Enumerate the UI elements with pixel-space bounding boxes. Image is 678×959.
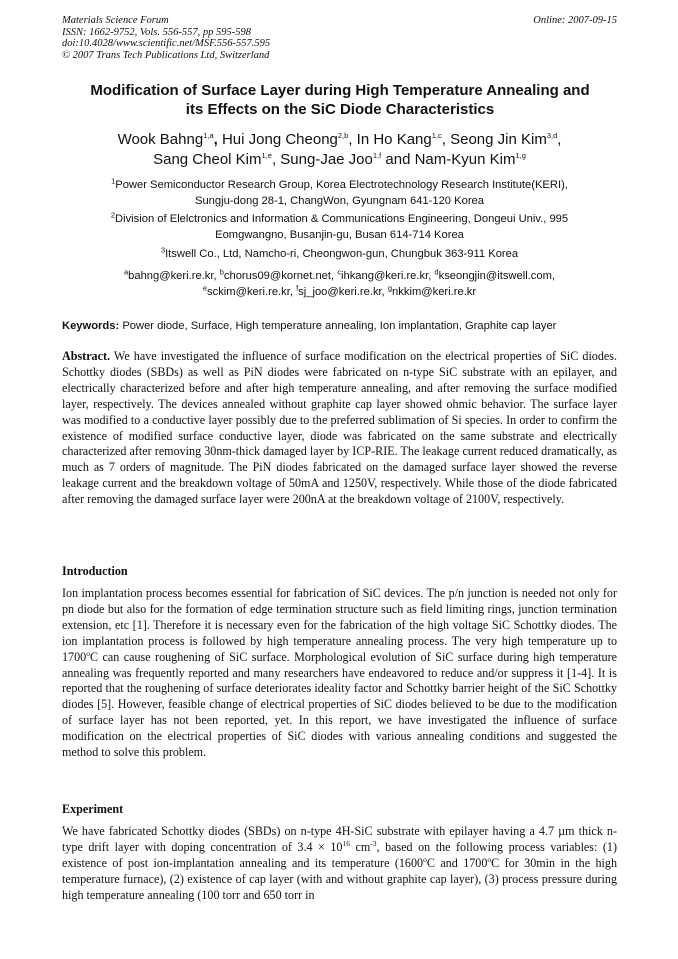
exp-sup: o <box>487 854 492 864</box>
keywords-text: Power diode, Surface, High temperature annealing, Ion implantation, Graphite cap layer <box>122 320 557 332</box>
email-sup: d <box>434 267 439 277</box>
exp-sup: -3 <box>370 838 377 848</box>
email-link[interactable]: sj_joo@keri.re.kr <box>298 286 382 298</box>
email-link[interactable]: sckim@keri.re.kr <box>207 286 290 298</box>
email-sup: f <box>296 283 299 293</box>
abstract-label: Abstract. <box>62 349 111 363</box>
affiliation-address: Eomgwangno, Busanjin-gu, Busan 614-714 Korea <box>215 229 464 241</box>
exp-text: We have fabricated Schottky diodes (SBDs) on n-type 4H-SiC substrate with epilayer having a 4.7 µm thick n-type drift layer with doping concentration of 3.4 × 10 <box>62 824 617 854</box>
email-link[interactable]: nkkim@keri.re.kr <box>392 286 477 298</box>
email-sup: b <box>219 267 224 277</box>
introduction-paragraph <box>62 586 617 761</box>
title-line-1: Modification of Surface Layer during High Temperature Annealing and <box>90 82 590 99</box>
author-name: In Ho Kang <box>356 131 432 148</box>
affiliation-text: Division of Elelctronics and Information & Communications Engineering, Dongeui Univ., 995 <box>115 213 569 225</box>
experiment-paragraph <box>62 824 617 904</box>
issn-line: ISSN: 1662-9752, Vols. 556-557, pp 595-598 <box>62 26 251 38</box>
author-sup: 1,a <box>203 131 214 140</box>
email-link[interactable]: ihkang@keri.re.kr <box>340 270 429 282</box>
keywords-label: Keywords: <box>62 320 120 332</box>
author-name: Hui Jong Cheong <box>221 131 338 148</box>
author-sup: 1,e <box>261 151 272 160</box>
exp-text: C and 1700 <box>426 855 488 870</box>
exp-text: cm <box>349 839 371 854</box>
author-name: Sang Cheol Kim <box>153 151 262 168</box>
author-name: Wook Bahng <box>117 131 204 148</box>
affiliation-text: Power Semiconductor Research Group, Korea Electrotechnology Research Institute(KERI), <box>115 179 568 191</box>
email-list: $^a$bahng@keri.re.kr, $^b$chorus09@kornet.net, $^c$ihkang@keri.re.kr, $^d$kseongjin@itswell.com, $^e$sckim@keri.re.kr, $^f$sj_joo@keri.re.kr, $^g$nkkim@keri.re.kr <box>123 267 556 298</box>
email-sup: a <box>123 267 129 277</box>
author-line-2: Sang Cheol Kim$^{1,e}$, Sung-Jae Joo$^{1,f}$ and Nam-Kyun Kim$^{1,g}$ <box>153 151 526 168</box>
exp-sup: 16 <box>342 838 350 848</box>
title-line-2: its Effects on the SiC Diode Characteristics <box>185 101 495 118</box>
author-list <box>62 130 617 170</box>
email-link[interactable]: chorus09@kornet.net <box>223 270 332 282</box>
experiment-heading: Experiment <box>62 802 124 816</box>
author-name: Seong Jin Kim <box>450 131 547 148</box>
affiliation-address: Sungju-dong 28-1, ChangWon, Gyungnam 641-120 Korea <box>194 195 484 207</box>
email-sup: e <box>202 283 208 293</box>
degree-sup: o <box>86 648 90 658</box>
affiliation-num: 1 <box>111 176 116 186</box>
affiliation-num: 2 <box>110 210 116 220</box>
affiliation-2 <box>62 211 617 243</box>
author-sup: 1,f <box>372 151 382 160</box>
copyright-line: © 2007 Trans Tech Publications Ltd, Switzerland <box>62 49 270 61</box>
doi-line[interactable]: doi:10.4028/www.scientific.net/MSF.556-557.595 <box>62 38 271 49</box>
exp-text: C for 30min in the high temperature furnace), (2) existence of cap layer (with and without graphite cap layer), (3) process pressure during high temperature annealing (100 torr and 650 torr in <box>62 855 618 902</box>
paper-title <box>55 81 625 119</box>
introduction-heading: Introduction <box>62 564 128 578</box>
author-sup: 1,c <box>431 131 442 140</box>
affiliation-text: Itswell Co., Ltd, Namcho-ri, Cheongwon-gun, Chungbuk 363-911 Korea <box>165 248 519 260</box>
author-name: Nam-Kyun Kim <box>414 151 516 168</box>
intro-text-a: Ion implantation process becomes essential for fabrication of SiC devices. The p/n junction is needed not only for pn diode but also for the formation of edge termination structure such as field limiting rings, junction termination extension, etc [1]. Therefore it is necessary even for the fabrication of the high voltage SiC Schottky diodes. The ion implantation process is followed by high temperature annealing process. The very high temperature up to 1700 <box>62 586 617 664</box>
affiliation-3 <box>62 246 617 262</box>
exp-sup: o <box>423 854 427 864</box>
author-sup: 1,g <box>515 151 526 160</box>
email-sup: g <box>387 283 393 293</box>
email-sup: c <box>337 267 341 277</box>
abstract-paragraph <box>62 349 617 508</box>
keywords-line <box>62 318 622 334</box>
email-link[interactable]: bahng@keri.re.kr <box>128 270 214 282</box>
affiliation-1 <box>62 177 617 209</box>
exp-text: , based on the following process variables: (1) existence of post ion-implantation annealing and its temperature (1600 <box>62 839 617 870</box>
email-link[interactable]: kseongjin@itswell.com <box>438 270 552 282</box>
intro-text-b: C can cause roughening of SiC surface. Morphological evolution of SiC surface during high temperature annealing was frequently reported and many researchers have endeavored to reduce and/or suppress it [1-4]. It is reported that the roughening of surface deteriorates ideality factor and Schottky barrier height of the SiC Schottky diodes [5]. However, feasible change of electrical properties of SiC diodes believed to be due to the modification of surface layer has not been reported, yet. In this report, we have investigated the influence of surface modification on the electrical properties of SiC diodes with various annealing conditions and suggested the method to solve this problem. <box>62 649 617 760</box>
abstract-text: We have investigated the influence of surface modification on the electrical properties of SiC diodes. Schottky diodes (SBDs) as well as PiN diodes were fabricated on n-type SiC substrate with an epilayer, and electrically characterized before and after high temperature annealing, and after removing the surface modified layer, respectively. The devices annealed without graphite cap layer showed ohmic behavior. The surface layer was modified to a conductive layer possibly due to the preferred sublimation of Si species. In order to confirm the existence of modified surface conductive layer, diode was fabricated on the same substrate and electrically characterized after removing 30nm-thick damaged layer by ICP-RIE. The leakage current reduced dramatically, as much as 7 orders of magnitude. The PiN diodes fabricated on the damaged surface layer showed the reverse leakage current and the breakdown voltage of 50mA and 1250V, respectively. While those of the diode fabricated after removing the damaged surface layer were 200nA at the breakdown voltage of 2100V, respectively. <box>62 349 617 507</box>
journal-header <box>62 15 617 61</box>
author-name: Sung-Jae Joo <box>280 151 373 168</box>
journal-name: Materials Science Forum <box>62 15 169 26</box>
author-sup: 2,b <box>337 131 349 140</box>
author-sup: 3,d <box>546 131 558 140</box>
affiliation-num: 3 <box>160 245 166 255</box>
online-date: Online: 2007-09-15 <box>533 15 617 26</box>
author-line-1: Wook Bahng$^{1,a}$, Hui Jong Cheong$^{2,b}$, In Ho Kang$^{1,c}$, Seong Jin Kim$^{3,d}$, <box>117 131 562 148</box>
